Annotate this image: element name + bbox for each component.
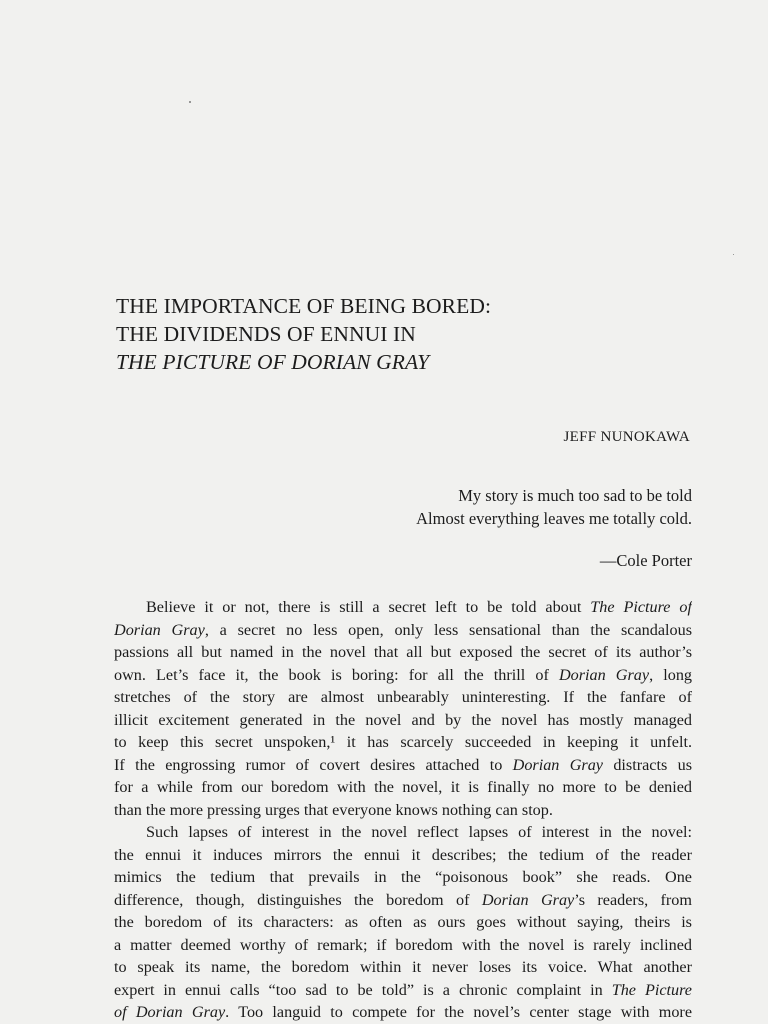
body-line: for a while from our boredom with the novel, it is finally no more to be denied [114,778,692,796]
body-line: illicit excitement generated in the novel and by the novel has mostly managed [114,710,692,729]
body-line: to speak its name, the boredom within it never loses its voice. What another [114,958,692,976]
body-line: stretches of the story are almost unbearably uninteresting. If the fanfare of [114,688,692,706]
body-line: difference, though, distinguishes the boredom of Dorian Gray’s readers, from [114,890,692,909]
scan-speck [189,101,191,103]
body-line: of Dorian Gray. Too languid to compete for the novel’s center stage with more [114,1003,692,1021]
article-title [116,292,676,376]
body-line: own. Let’s face it, the book is boring: for all the thrill of Dorian Gray, long [114,665,692,684]
title-line-2: THE DIVIDENDS OF ENNUI IN [116,322,416,346]
paragraph-2 [114,821,692,1024]
body-line: a matter deemed worthy of remark; if boredom with the novel is rarely inclined [114,935,692,954]
title-line-1: THE IMPORTANCE OF BEING BORED: [116,294,492,318]
body-line: the boredom of its characters: as often as ours goes without saying, theirs is [114,913,692,931]
author-name: JEFF NUNOKAWA [563,429,690,445]
body-line: than the more pressing urges that everyone knows nothing can stop. [114,800,553,819]
epigraph-attribution: —Cole Porter [599,551,692,570]
body-line: If the engrossing rumor of covert desires attached to Dorian Gray distracts us [114,755,692,774]
body-line: Dorian Gray, a secret no less open, only less sensational than the scandalous [114,620,692,639]
body-text [114,596,692,1024]
body-line: expert in ennui calls “too sad to be told” is a chronic complaint in The Picture [114,980,692,999]
body-line: Believe it or not, there is still a secret left to be told about The Picture of [146,598,692,616]
paragraph-1 [114,596,692,821]
body-line: Such lapses of interest in the novel reflect lapses of interest in the novel: [146,823,692,841]
body-line: mimics the tedium that prevails in the “poisonous book” she reads. One [114,868,692,886]
epigraph-line-1: My story is much too sad to be told [458,486,692,505]
body-line: the ennui it induces mirrors the ennui it describes; the tedium of the reader [114,845,692,864]
title-line-3: THE PICTURE OF DORIAN GRAY [116,350,430,374]
body-line: to keep this secret unspoken,¹ it has scarcely succeeded in keeping it unfelt. [114,733,692,751]
body-line: passions all but named in the novel that all but exposed the secret of its author’s [114,643,692,661]
epigraph [416,484,692,530]
epigraph-line-2: Almost everything leaves me totally cold. [416,509,692,528]
scan-speck [733,254,734,255]
